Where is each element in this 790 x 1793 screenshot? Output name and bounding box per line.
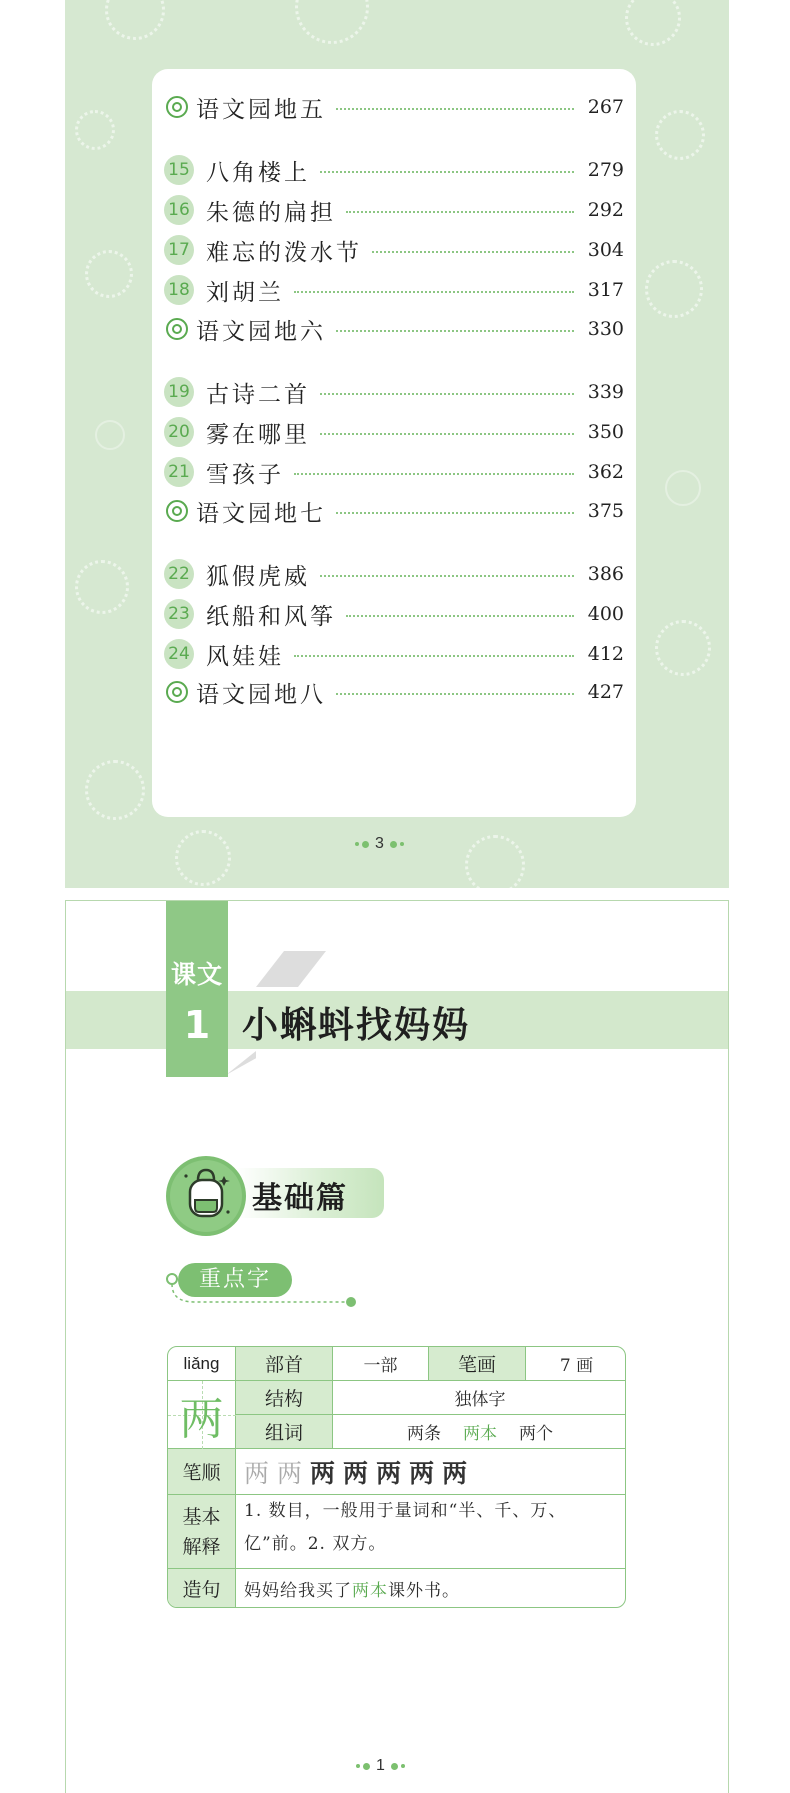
toc-title: 狐假虎威 (206, 563, 310, 590)
meaning-label (168, 1495, 236, 1569)
decor-ring (655, 110, 705, 160)
toc-title: 语文园地五 (196, 96, 326, 123)
toc-title: 风娃娃 (206, 643, 284, 670)
toc-page-number: 317 (587, 279, 624, 301)
toc-number-badge: 19 (164, 377, 194, 407)
toc-leader (320, 433, 574, 435)
toc-title: 刘胡兰 (206, 279, 284, 306)
toc-garden-entry[interactable] (164, 91, 624, 123)
page-number (355, 835, 404, 853)
stroke-step: 两 (277, 1458, 303, 1488)
toc-page-number: 427 (587, 681, 624, 703)
toc-title: 难忘的泼水节 (206, 239, 362, 266)
meaning-label-line: 基本 (182, 1505, 221, 1528)
toc-leader (320, 575, 574, 577)
decor-ring (75, 110, 115, 150)
radical-value: 一部 (333, 1347, 429, 1381)
word: 两个 (519, 1424, 553, 1444)
toc-page-number: 304 (587, 239, 624, 261)
toc-page-number: 350 (587, 421, 624, 443)
lesson-tag-label: 课文 (170, 960, 223, 989)
stroke-step: 两 (343, 1458, 369, 1488)
double-circle-inner (172, 687, 182, 697)
toc-title: 雾在哪里 (206, 421, 310, 448)
stroke-order-label: 笔顺 (168, 1449, 236, 1495)
sentence-text-after: 课外书。 (388, 1580, 460, 1601)
words-cell (333, 1415, 626, 1449)
decor-ring (85, 250, 133, 298)
toc-lesson-entry[interactable] (164, 416, 624, 448)
toc-number-badge: 18 (164, 275, 194, 305)
structure-label: 结构 (236, 1381, 333, 1415)
decor-ring (75, 560, 129, 614)
toc-leader (346, 211, 574, 213)
toc-title: 语文园地七 (196, 500, 326, 527)
decor-ring (105, 0, 165, 40)
toc-lesson-entry[interactable] (164, 274, 624, 306)
section-label: 基础篇 (252, 1181, 348, 1216)
double-circle-icon (166, 318, 188, 340)
decor-shade (226, 1051, 256, 1075)
toc-page-number: 330 (587, 318, 624, 340)
decor-ring (295, 0, 369, 44)
toc-lesson-entry[interactable] (164, 598, 624, 630)
lesson-title: 小蝌蚪找妈妈 (242, 1005, 471, 1046)
toc-lesson-entry[interactable] (164, 558, 624, 590)
toc-title: 朱德的扁担 (206, 199, 336, 226)
structure-value: 独体字 (333, 1381, 626, 1415)
decor-shade (256, 951, 326, 987)
toc-page-number: 292 (587, 199, 624, 221)
stroke-step: 两 (376, 1458, 402, 1488)
toc-page (65, 0, 729, 888)
toc-page-number: 279 (587, 159, 624, 181)
lesson-tag (166, 901, 228, 1077)
page-number-text: 3 (375, 835, 384, 852)
double-circle-icon (166, 96, 188, 118)
character: 两 (179, 1393, 224, 1445)
toc-garden-entry[interactable] (164, 495, 624, 527)
toc-number-badge: 16 (164, 195, 194, 225)
toc-leader (336, 693, 574, 695)
sentence-highlight: 两本 (352, 1580, 388, 1601)
decor-ring (645, 260, 703, 318)
toc-number-badge: 24 (164, 639, 194, 669)
meaning-line: 亿”前。2. 双方。 (244, 1534, 387, 1554)
toc-leader (294, 291, 574, 293)
meaning-cell (236, 1495, 626, 1569)
toc-title: 雪孩子 (206, 461, 284, 488)
stroke-step: 两 (409, 1458, 435, 1488)
folio-dots-right (391, 1763, 405, 1770)
toc-number-badge: 21 (164, 457, 194, 487)
stroke-step: 两 (244, 1458, 270, 1488)
sentence-label: 造句 (168, 1569, 236, 1607)
sentence-cell (236, 1569, 626, 1607)
backpack-icon (166, 1156, 246, 1236)
toc-lesson-entry[interactable] (164, 638, 624, 670)
word: 两条 (407, 1424, 441, 1444)
toc-title: 语文园地八 (196, 681, 326, 708)
toc-number-badge: 20 (164, 417, 194, 447)
toc-card (152, 69, 636, 817)
toc-title: 古诗二首 (206, 381, 310, 408)
toc-leader (294, 655, 574, 657)
toc-garden-entry[interactable] (164, 676, 624, 708)
stroke-order (236, 1454, 467, 1490)
folio-dots-left (356, 1763, 370, 1770)
toc-leader (336, 108, 574, 110)
decor-ring (665, 470, 701, 506)
toc-page-number: 412 (587, 643, 624, 665)
toc-page-number: 339 (587, 381, 624, 403)
toc-page-number: 362 (587, 461, 624, 483)
toc-leader (294, 473, 574, 475)
double-circle-icon (166, 500, 188, 522)
double-circle-inner (172, 102, 182, 112)
toc-lesson-entry[interactable] (164, 456, 624, 488)
toc-number-badge: 17 (164, 235, 194, 265)
strokes-value: 7 画 (526, 1347, 626, 1381)
toc-leader (336, 512, 574, 514)
pinyin-cell (168, 1347, 236, 1381)
stroke-order-cell (236, 1449, 626, 1495)
key-tag: 重点字 (178, 1263, 292, 1297)
word-list (407, 1419, 553, 1444)
toc-page-number: 375 (587, 500, 624, 522)
toc-leader (372, 251, 574, 253)
toc-number-badge: 15 (164, 155, 194, 185)
pinyin: liǎng (183, 1353, 220, 1373)
toc-title: 纸船和风筝 (206, 603, 336, 630)
stroke-step: 两 (442, 1458, 468, 1488)
sentence-text-before: 妈妈给我买了 (244, 1580, 352, 1601)
radical-label: 部首 (236, 1347, 333, 1381)
lesson-page (65, 900, 729, 1793)
decor-ring (625, 0, 681, 46)
strokes-label: 笔画 (429, 1347, 526, 1381)
toc-leader (346, 615, 574, 617)
toc-page-number: 386 (587, 563, 624, 585)
decor-ring (85, 760, 145, 820)
folio-dots-left (355, 841, 369, 848)
double-circle-inner (172, 506, 182, 516)
stroke-step: 两 (310, 1458, 336, 1488)
meaning-label-line: 解释 (182, 1535, 221, 1558)
toc-page-number: 400 (587, 603, 624, 625)
double-circle-icon (166, 681, 188, 703)
word-highlighted: 两本 (463, 1424, 497, 1444)
decor-ring (655, 620, 711, 676)
toc-lesson-entry[interactable] (164, 376, 624, 408)
toc-leader (336, 330, 574, 332)
toc-garden-entry[interactable] (164, 313, 624, 345)
toc-page-number: 267 (587, 96, 624, 118)
page-number-text: 1 (376, 1757, 385, 1774)
meaning-line: 1. 数目，一般用于量词和“半、千、万、 (244, 1501, 567, 1521)
decor-ring (95, 420, 125, 450)
toc-leader (320, 171, 574, 173)
words-label: 组词 (236, 1415, 333, 1449)
toc-number-badge: 22 (164, 559, 194, 589)
toc-leader (320, 393, 574, 395)
decor-ring (175, 830, 231, 886)
double-circle-inner (172, 324, 182, 334)
lesson-number: 1 (183, 1003, 211, 1047)
toc-lesson-entry[interactable] (164, 194, 624, 226)
character-cell (168, 1381, 236, 1449)
toc-lesson-entry[interactable] (164, 154, 624, 186)
toc-number-badge: 23 (164, 599, 194, 629)
decor-ring (465, 835, 525, 888)
char-card (167, 1346, 626, 1608)
toc-lesson-entry[interactable] (164, 234, 624, 266)
folio-dots-right (390, 841, 404, 848)
toc-title: 语文园地六 (196, 318, 326, 345)
toc-title: 八角楼上 (206, 159, 310, 186)
page-number (356, 1757, 405, 1775)
